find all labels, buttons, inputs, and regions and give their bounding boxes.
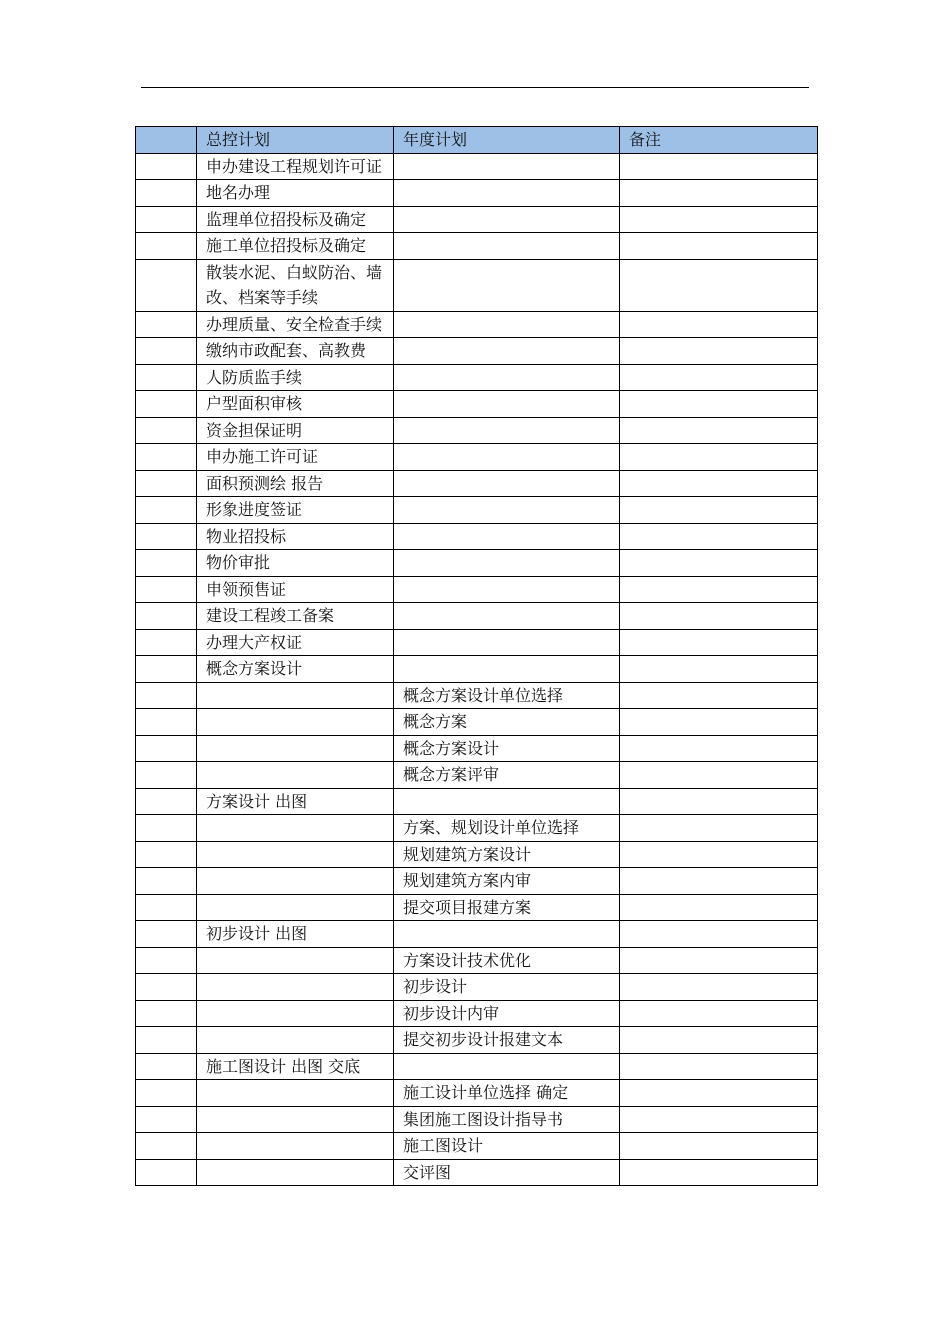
cell-annual-plan: [394, 629, 620, 656]
cell-remarks: [620, 656, 818, 683]
cell-remarks: [620, 391, 818, 418]
table-row: [136, 1133, 818, 1160]
table-row: [136, 206, 818, 233]
cell-master-plan: [197, 947, 394, 974]
table-row: [136, 180, 818, 207]
cell-master-plan: 物价审批: [197, 550, 394, 577]
cell-annual-plan: 概念方案设计: [394, 735, 620, 762]
cell-index: [136, 1000, 197, 1027]
cell-index: [136, 841, 197, 868]
cell-remarks: [620, 1053, 818, 1080]
cell-index: [136, 364, 197, 391]
cell-master-plan: [197, 1133, 394, 1160]
cell-annual-plan: [394, 497, 620, 524]
cell-index: [136, 603, 197, 630]
cell-index: [136, 1053, 197, 1080]
cell-annual-plan: [394, 417, 620, 444]
cell-master-plan: [197, 1000, 394, 1027]
table-header-row: [136, 127, 818, 154]
cell-annual-plan: 初步设计: [394, 974, 620, 1001]
cell-annual-plan: [394, 259, 620, 311]
cell-master-plan: [197, 868, 394, 895]
cell-annual-plan: 方案、规划设计单位选择: [394, 815, 620, 842]
header-master-plan: 总控计划: [197, 127, 394, 154]
cell-remarks: [620, 338, 818, 365]
table-row: [136, 338, 818, 365]
table-row: [136, 1053, 818, 1080]
table-body: [136, 153, 818, 1186]
cell-annual-plan: [394, 391, 620, 418]
cell-annual-plan: 提交项目报建方案: [394, 894, 620, 921]
table-row: [136, 974, 818, 1001]
cell-remarks: [620, 921, 818, 948]
cell-annual-plan: [394, 603, 620, 630]
table-row: [136, 417, 818, 444]
cell-annual-plan: [394, 233, 620, 260]
cell-master-plan: [197, 1080, 394, 1107]
cell-index: [136, 974, 197, 1001]
plan-table: [135, 126, 818, 1186]
cell-master-plan: 地名办理: [197, 180, 394, 207]
table-row: [136, 1106, 818, 1133]
cell-master-plan: 散装水泥、白蚁防治、墙改、档案等手续: [197, 259, 394, 311]
cell-remarks: [620, 1027, 818, 1054]
cell-master-plan: 形象进度签证: [197, 497, 394, 524]
cell-remarks: [620, 762, 818, 789]
cell-remarks: [620, 1080, 818, 1107]
cell-index: [136, 947, 197, 974]
cell-index: [136, 444, 197, 471]
cell-remarks: [620, 153, 818, 180]
cell-remarks: [620, 550, 818, 577]
cell-index: [136, 709, 197, 736]
cell-remarks: [620, 815, 818, 842]
cell-index: [136, 656, 197, 683]
cell-master-plan: 申办施工许可证: [197, 444, 394, 471]
cell-index: [136, 338, 197, 365]
table-row: [136, 629, 818, 656]
cell-remarks: [620, 444, 818, 471]
cell-master-plan: 缴纳市政配套、高教费: [197, 338, 394, 365]
cell-master-plan: [197, 735, 394, 762]
cell-master-plan: [197, 1159, 394, 1186]
cell-master-plan: [197, 1106, 394, 1133]
cell-annual-plan: 方案设计技术优化: [394, 947, 620, 974]
table-row: [136, 391, 818, 418]
cell-master-plan: 方案设计 出图: [197, 788, 394, 815]
cell-remarks: [620, 259, 818, 311]
cell-index: [136, 1080, 197, 1107]
table-row: [136, 1159, 818, 1186]
cell-index: [136, 233, 197, 260]
table-row: [136, 788, 818, 815]
cell-index: [136, 788, 197, 815]
cell-index: [136, 1106, 197, 1133]
cell-master-plan: [197, 682, 394, 709]
cell-index: [136, 311, 197, 338]
cell-remarks: [620, 841, 818, 868]
cell-index: [136, 1159, 197, 1186]
cell-remarks: [620, 470, 818, 497]
cell-annual-plan: 概念方案: [394, 709, 620, 736]
cell-index: [136, 1133, 197, 1160]
cell-annual-plan: [394, 206, 620, 233]
cell-index: [136, 1027, 197, 1054]
table-row: [136, 947, 818, 974]
cell-index: [136, 206, 197, 233]
cell-remarks: [620, 974, 818, 1001]
cell-index: [136, 259, 197, 311]
cell-remarks: [620, 947, 818, 974]
cell-annual-plan: [394, 153, 620, 180]
cell-index: [136, 153, 197, 180]
table-row: [136, 444, 818, 471]
cell-annual-plan: [394, 576, 620, 603]
cell-master-plan: 申领预售证: [197, 576, 394, 603]
cell-index: [136, 576, 197, 603]
table-row: [136, 815, 818, 842]
cell-annual-plan: 交评图: [394, 1159, 620, 1186]
table-row: [136, 735, 818, 762]
cell-annual-plan: 提交初步设计报建文本: [394, 1027, 620, 1054]
cell-remarks: [620, 523, 818, 550]
table-row: [136, 550, 818, 577]
cell-master-plan: [197, 815, 394, 842]
table-row: [136, 497, 818, 524]
table-row: [136, 364, 818, 391]
cell-annual-plan: [394, 523, 620, 550]
table-row: [136, 603, 818, 630]
cell-annual-plan: [394, 444, 620, 471]
cell-index: [136, 391, 197, 418]
cell-annual-plan: [394, 921, 620, 948]
cell-annual-plan: 概念方案设计单位选择: [394, 682, 620, 709]
header-index: [136, 127, 197, 154]
cell-remarks: [620, 1159, 818, 1186]
cell-index: [136, 868, 197, 895]
table-row: [136, 709, 818, 736]
cell-annual-plan: [394, 470, 620, 497]
cell-remarks: [620, 603, 818, 630]
cell-annual-plan: [394, 311, 620, 338]
cell-annual-plan: [394, 550, 620, 577]
table-row: [136, 682, 818, 709]
cell-master-plan: [197, 894, 394, 921]
cell-index: [136, 682, 197, 709]
cell-remarks: [620, 233, 818, 260]
cell-remarks: [620, 576, 818, 603]
cell-master-plan: [197, 841, 394, 868]
cell-master-plan: [197, 709, 394, 736]
cell-master-plan: [197, 1027, 394, 1054]
table-row: [136, 1027, 818, 1054]
table-row: [136, 233, 818, 260]
table-row: [136, 868, 818, 895]
cell-master-plan: 施工单位招投标及确定: [197, 233, 394, 260]
table-row: [136, 894, 818, 921]
header-remarks: 备注: [620, 127, 818, 154]
cell-remarks: [620, 311, 818, 338]
cell-master-plan: 资金担保证明: [197, 417, 394, 444]
cell-remarks: [620, 417, 818, 444]
cell-annual-plan: 概念方案评审: [394, 762, 620, 789]
cell-annual-plan: 规划建筑方案设计: [394, 841, 620, 868]
table-row: [136, 311, 818, 338]
cell-master-plan: [197, 974, 394, 1001]
cell-remarks: [620, 1000, 818, 1027]
cell-master-plan: 办理大产权证: [197, 629, 394, 656]
table-row: [136, 523, 818, 550]
cell-master-plan: 初步设计 出图: [197, 921, 394, 948]
cell-index: [136, 417, 197, 444]
cell-remarks: [620, 206, 818, 233]
table-row: [136, 576, 818, 603]
cell-index: [136, 523, 197, 550]
cell-master-plan: 户型面积审核: [197, 391, 394, 418]
cell-remarks: [620, 735, 818, 762]
table-row: [136, 762, 818, 789]
cell-annual-plan: [394, 788, 620, 815]
table-row: [136, 470, 818, 497]
table-row: [136, 921, 818, 948]
cell-index: [136, 921, 197, 948]
cell-remarks: [620, 180, 818, 207]
cell-master-plan: 办理质量、安全检查手续: [197, 311, 394, 338]
cell-index: [136, 470, 197, 497]
cell-master-plan: 物业招投标: [197, 523, 394, 550]
cell-index: [136, 497, 197, 524]
cell-annual-plan: [394, 180, 620, 207]
cell-remarks: [620, 682, 818, 709]
cell-remarks: [620, 1133, 818, 1160]
cell-annual-plan: 施工设计单位选择 确定: [394, 1080, 620, 1107]
cell-master-plan: 人防质监手续: [197, 364, 394, 391]
cell-annual-plan: 施工图设计: [394, 1133, 620, 1160]
cell-master-plan: 建设工程竣工备案: [197, 603, 394, 630]
cell-index: [136, 180, 197, 207]
table-row: [136, 1080, 818, 1107]
cell-remarks: [620, 868, 818, 895]
cell-annual-plan: [394, 656, 620, 683]
cell-master-plan: 面积预测绘 报告: [197, 470, 394, 497]
table-row: [136, 656, 818, 683]
cell-annual-plan: [394, 1053, 620, 1080]
cell-index: [136, 894, 197, 921]
header-annual-plan: 年度计划: [394, 127, 620, 154]
table-row: [136, 153, 818, 180]
cell-master-plan: 申办建设工程规划许可证: [197, 153, 394, 180]
cell-index: [136, 735, 197, 762]
cell-master-plan: 监理单位招投标及确定: [197, 206, 394, 233]
cell-remarks: [620, 894, 818, 921]
cell-index: [136, 815, 197, 842]
table-row: [136, 1000, 818, 1027]
cell-master-plan: 施工图设计 出图 交底: [197, 1053, 394, 1080]
cell-annual-plan: 初步设计内审: [394, 1000, 620, 1027]
cell-index: [136, 550, 197, 577]
cell-remarks: [620, 788, 818, 815]
cell-master-plan: [197, 762, 394, 789]
cell-index: [136, 762, 197, 789]
cell-master-plan: 概念方案设计: [197, 656, 394, 683]
cell-annual-plan: 规划建筑方案内审: [394, 868, 620, 895]
cell-remarks: [620, 364, 818, 391]
cell-annual-plan: [394, 338, 620, 365]
cell-remarks: [620, 709, 818, 736]
table-row: [136, 841, 818, 868]
cell-annual-plan: 集团施工图设计指导书: [394, 1106, 620, 1133]
header-rule: [141, 87, 809, 88]
cell-index: [136, 629, 197, 656]
cell-remarks: [620, 1106, 818, 1133]
cell-annual-plan: [394, 364, 620, 391]
cell-remarks: [620, 497, 818, 524]
table-row: [136, 259, 818, 311]
cell-remarks: [620, 629, 818, 656]
